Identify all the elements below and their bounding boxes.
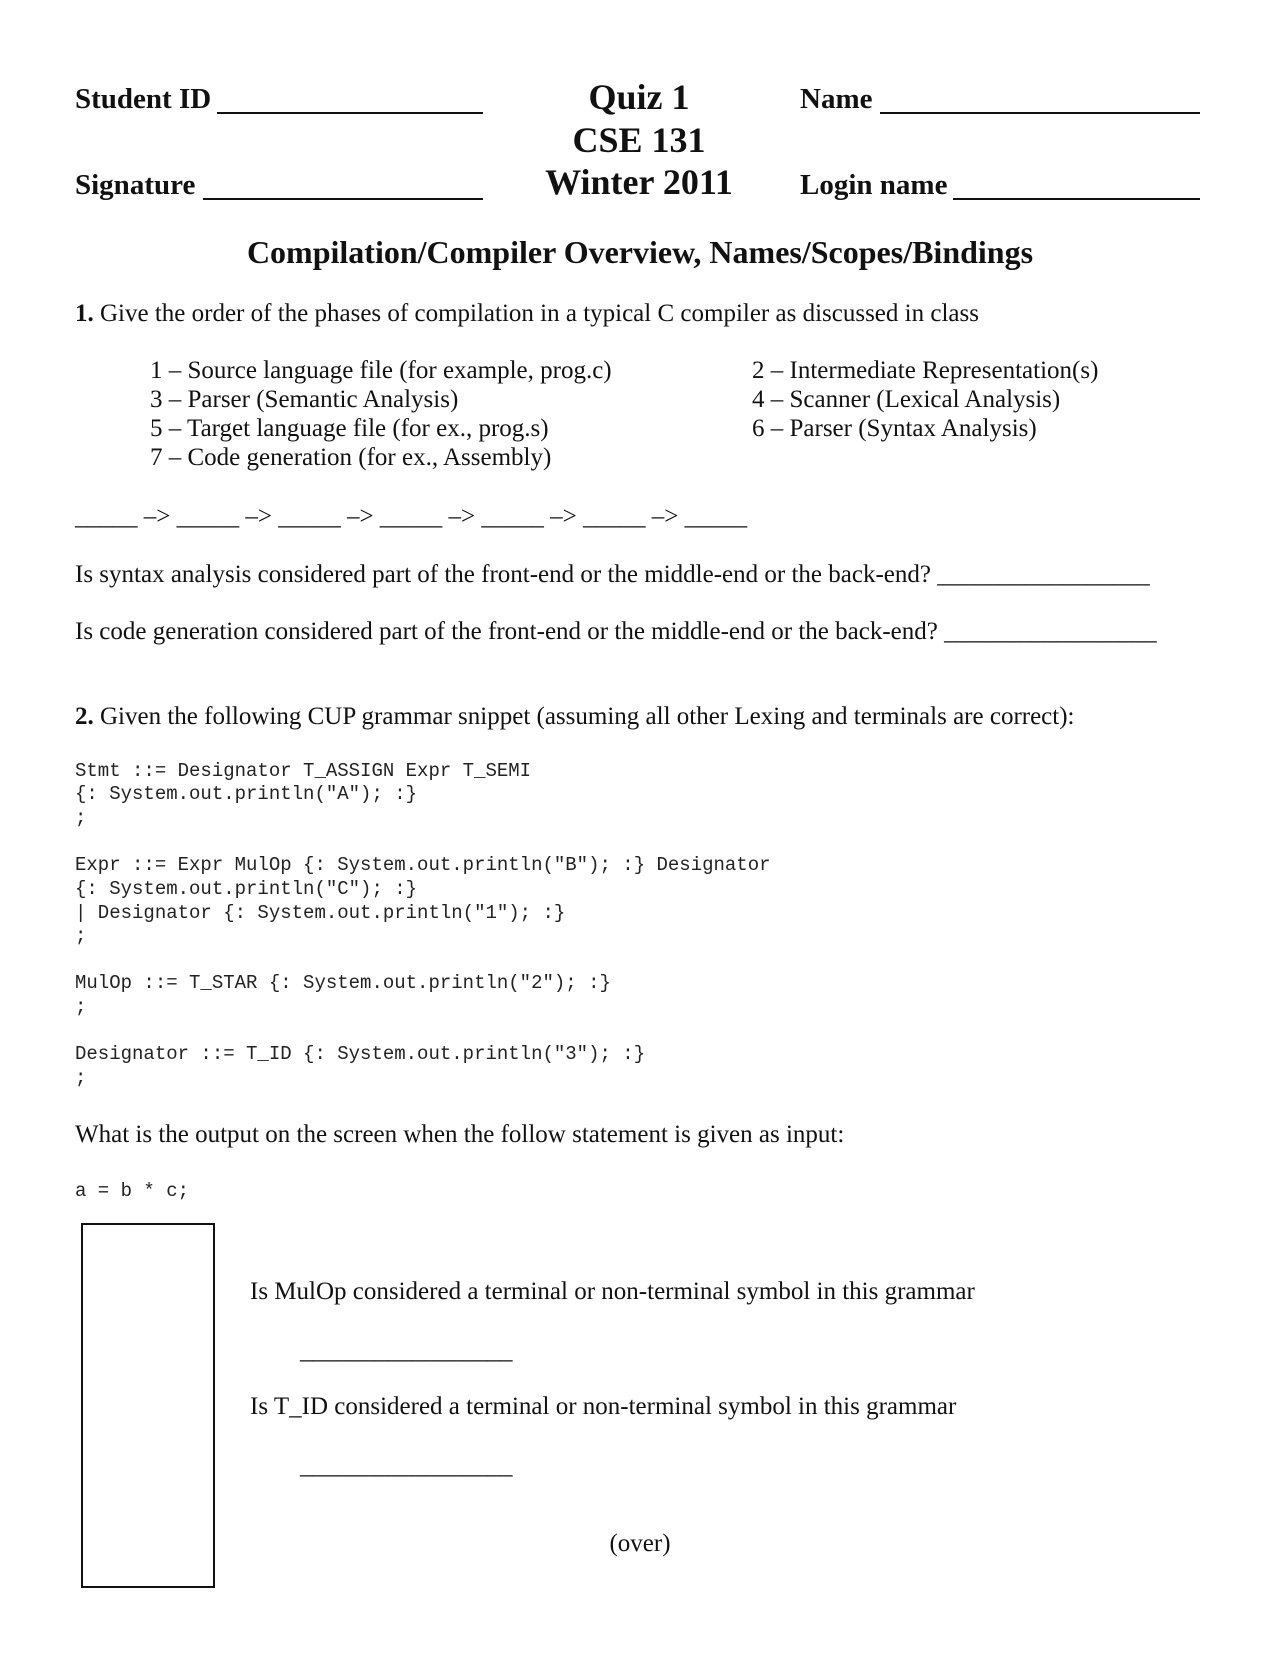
q1-number: 1.	[75, 300, 94, 327]
phase-item: 7 – Code generation (for ex., Assembly)	[150, 444, 552, 471]
output-question: What is the output on the screen when the follow statement is given as input:	[75, 1121, 845, 1148]
grammar-line: {: System.out.println("C"); :}	[75, 878, 418, 900]
page-footer-over: (over)	[609, 1530, 671, 1557]
q2-number: 2.	[75, 703, 94, 730]
name-label: Name	[800, 83, 873, 115]
tid-question: Is T_ID considered a terminal or non-terminal symbol in this grammar	[250, 1393, 957, 1420]
grammar-line: Expr ::= Expr MulOp {: System.out.println("B"); :} Designator	[75, 854, 771, 876]
phase-item: 5 – Target language file (for ex., prog.s)	[150, 415, 549, 442]
grammar-line: ;	[75, 996, 87, 1018]
term-title: Winter 2011	[545, 162, 733, 202]
output-answer-box[interactable]	[81, 1223, 215, 1588]
student-id-label: Student ID	[75, 83, 212, 115]
syntax-analysis-question: Is syntax analysis considered part of the front-end or the middle-end or the back-end? _________________	[75, 561, 1150, 588]
mulop-answer-blank[interactable]: _________________	[300, 1337, 513, 1364]
phase-sequence-blanks[interactable]: _____ –> _____ –> _____ –> _____ –> _____ –> _____ –> _____	[75, 503, 748, 530]
mulop-question: Is MulOp considered a terminal or non-terminal symbol in this grammar	[250, 1278, 975, 1305]
grammar-line: {: System.out.println("A"); :}	[75, 783, 418, 805]
name-field[interactable]	[880, 112, 1200, 114]
code-generation-question: Is code generation considered part of the front-end or the middle-end or the back-end? _________________	[75, 618, 1157, 645]
grammar-line: ;	[75, 1067, 87, 1089]
grammar-line: ;	[75, 925, 87, 947]
q1-prompt	[75, 300, 979, 328]
phase-item: 6 – Parser (Syntax Analysis)	[752, 415, 1037, 442]
phase-item: 3 – Parser (Semantic Analysis)	[150, 386, 459, 413]
phase-item: 4 – Scanner (Lexical Analysis)	[752, 386, 1061, 413]
signature-field[interactable]	[203, 198, 483, 200]
tid-answer-blank[interactable]: _________________	[300, 1452, 513, 1479]
section-title: Compilation/Compiler Overview, Names/Scopes/Bindings	[246, 234, 1034, 270]
q1-prompt-text: Give the order of the phases of compilation in a typical C compiler as discussed in class	[100, 300, 979, 327]
course-title: CSE 131	[572, 120, 706, 160]
q2-prompt-text: Given the following CUP grammar snippet (assuming all other Lexing and terminals are correct):	[100, 703, 1075, 730]
phase-item: 1 – Source language file (for example, prog.c)	[150, 357, 612, 384]
input-statement: a = b * c;	[75, 1180, 190, 1202]
login-name-field[interactable]	[953, 198, 1200, 200]
grammar-line: Designator ::= T_ID {: System.out.println("3"); :}	[75, 1043, 646, 1065]
login-name-label: Login name	[800, 169, 948, 201]
grammar-line: | Designator {: System.out.println("1"); :}	[75, 902, 566, 924]
q2-prompt	[75, 703, 1075, 731]
grammar-line: ;	[75, 807, 87, 829]
grammar-line: Stmt ::= Designator T_ASSIGN Expr T_SEMI	[75, 760, 532, 782]
signature-label: Signature	[75, 169, 196, 201]
phase-item: 2 – Intermediate Representation(s)	[752, 357, 1099, 384]
student-id-field[interactable]	[217, 112, 483, 114]
quiz-title: Quiz 1	[588, 77, 690, 117]
grammar-line: MulOp ::= T_STAR {: System.out.println("2"); :}	[75, 972, 611, 994]
